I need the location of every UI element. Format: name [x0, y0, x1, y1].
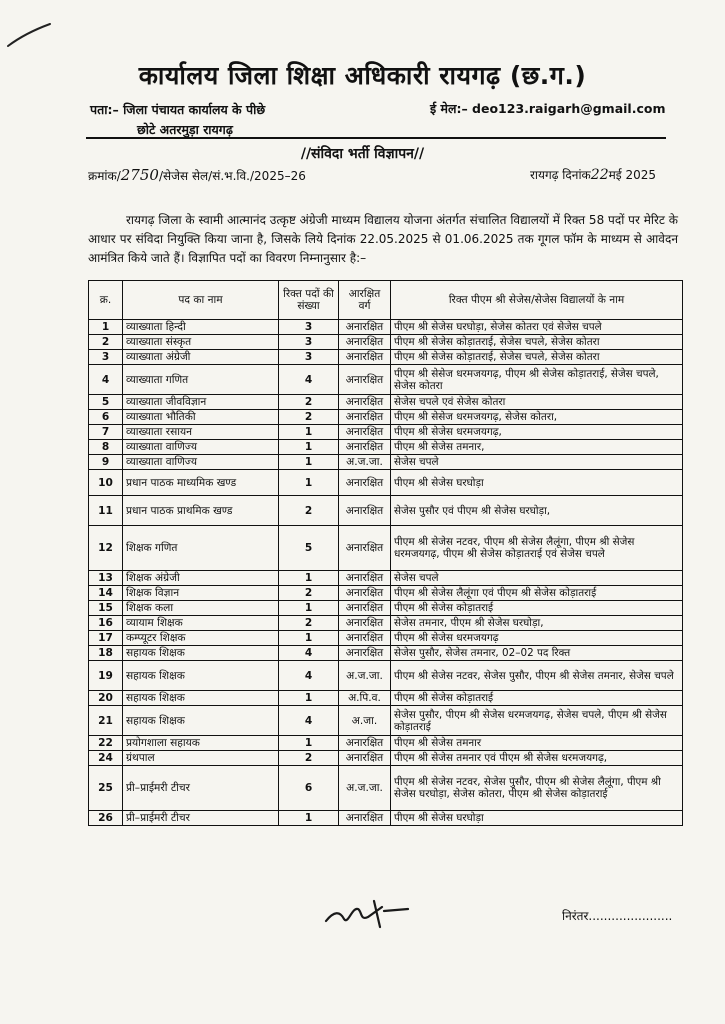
cell-post: व्याख्याता वाणिज्य [123, 440, 279, 455]
table-row [89, 571, 683, 586]
cell-count: 1 [279, 440, 339, 455]
cell-sn: 5 [89, 395, 123, 410]
office-email: ई मेल:– deo123.raigarh@gmail.com [430, 101, 666, 116]
cell-count: 2 [279, 395, 339, 410]
cell-schools: सेजेस चपले [391, 571, 683, 586]
cell-sn: 3 [89, 350, 123, 365]
cell-sn: 6 [89, 410, 123, 425]
cell-post: व्याख्याता वाणिज्य [123, 455, 279, 470]
cell-category: अनारक्षित [339, 616, 391, 631]
cell-schools: पीएम श्री सेजेस कोड़ातराई, सेजेस चपले, सेजेस कोतरा [391, 350, 683, 365]
cell-schools: पीएम श्री सेसेज धरमजयगढ़, सेजेस कोतरा, [391, 410, 683, 425]
cell-count: 6 [279, 766, 339, 811]
cell-schools: पीएम श्री सेजेस घरघोड़ा, सेजेस कोतरा एवं सेजेस चपले [391, 320, 683, 335]
cell-sn: 10 [89, 470, 123, 496]
cell-post: व्याख्याता गणित [123, 365, 279, 395]
table-row [89, 425, 683, 440]
header-schools: रिक्त पीएम श्री सेजेस/सेजेस विद्यालयों के नाम [391, 281, 683, 320]
cell-count: 1 [279, 470, 339, 496]
cell-schools: पीएम श्री सेजेस तमनार [391, 736, 683, 751]
cell-post: ग्रंथपाल [123, 751, 279, 766]
office-title: कार्यालय जिला शिक्षा अधिकारी रायगढ़ (छ.ग.) [138, 61, 587, 90]
cell-post: शिक्षक कला [123, 601, 279, 616]
table-row [89, 736, 683, 751]
table-row [89, 410, 683, 425]
cell-schools: सेजेस चपले [391, 455, 683, 470]
cell-category: अनारक्षित [339, 410, 391, 425]
cell-count: 1 [279, 811, 339, 826]
cell-sn: 20 [89, 691, 123, 706]
cell-sn: 1 [89, 320, 123, 335]
cell-category: अनारक्षित [339, 601, 391, 616]
intro-paragraph: रायगढ़ जिला के स्वामी आत्मानंद उत्कृष्ट अंग्रेजी माध्यम विद्यालय योजना अंतर्गत संचालित विद्यालयों में रिक्त 58 पदों पर मेरिट के आधार पर संविदा नियुक्ति किया जाना है, जिसके लिये दिनांक 22.05.2025 से 01.06.2025 तक गूगल फॉम के माध्यम से आवेदन आमंत्रित किये जाते हैं। विज्ञापित पदों का विवरण निम्नानुसार है:– [88, 213, 678, 265]
cell-sn: 13 [89, 571, 123, 586]
table-row [89, 601, 683, 616]
table-row [89, 616, 683, 631]
cell-schools: सेजेस पुसौर, पीएम श्री सेजेस धरमजयगढ़, सेजेस चपले, पीएम श्री सेजेस कोड़ातराई [391, 706, 683, 736]
cell-post: कम्प्यूटर शिक्षक [123, 631, 279, 646]
cell-count: 1 [279, 631, 339, 646]
table-row [89, 395, 683, 410]
cell-category: अ.पि.व. [339, 691, 391, 706]
table-header-row [89, 281, 683, 320]
cell-category: अनारक्षित [339, 496, 391, 526]
cell-count: 2 [279, 616, 339, 631]
cell-sn: 9 [89, 455, 123, 470]
date-day-handwritten: 22 [590, 167, 609, 183]
cell-category: अनारक्षित [339, 320, 391, 335]
cell-sn: 25 [89, 766, 123, 811]
cell-schools: पीएम श्री सेजेस धरमजयगढ़, [391, 425, 683, 440]
table-row [89, 440, 683, 455]
cell-category: अनारक्षित [339, 350, 391, 365]
cell-sn: 7 [89, 425, 123, 440]
cell-schools: पीएम श्री सेसेज धरमजयगढ़, पीएम श्री सेजेस कोड़ातराई, सेजेस चपले, सेजेस कोतरा [391, 365, 683, 395]
cell-count: 2 [279, 410, 339, 425]
cell-sn: 4 [89, 365, 123, 395]
cell-sn: 18 [89, 646, 123, 661]
pen-stroke-mark [6, 22, 52, 48]
cell-count: 4 [279, 365, 339, 395]
cell-sn: 24 [89, 751, 123, 766]
table-row [89, 350, 683, 365]
cell-category: अनारक्षित [339, 526, 391, 571]
cell-category: अनारक्षित [339, 395, 391, 410]
cell-sn: 21 [89, 706, 123, 736]
cell-category: अ.ज.जा. [339, 661, 391, 691]
cell-category: अनारक्षित [339, 365, 391, 395]
cell-count: 1 [279, 425, 339, 440]
cell-sn: 16 [89, 616, 123, 631]
cell-count: 1 [279, 736, 339, 751]
header-count: रिक्त पदों की संख्या [279, 281, 339, 320]
table-row [89, 365, 683, 395]
table-body [89, 320, 683, 826]
cell-count: 4 [279, 661, 339, 691]
table-row [89, 751, 683, 766]
cell-post: प्रधान पाठक माध्यमिक खण्ड [123, 470, 279, 496]
cell-post: व्यायाम शिक्षक [123, 616, 279, 631]
cell-sn: 22 [89, 736, 123, 751]
header-rule [86, 137, 666, 139]
cell-post: शिक्षक अंग्रेजी [123, 571, 279, 586]
cell-schools: पीएम श्री सेजेस तमनार, [391, 440, 683, 455]
vacancy-table [88, 280, 683, 826]
cell-category: अनारक्षित [339, 736, 391, 751]
cell-post: सहायक शिक्षक [123, 661, 279, 691]
notice-date [530, 166, 656, 183]
cell-sn: 11 [89, 496, 123, 526]
cell-count: 3 [279, 350, 339, 365]
cell-count: 3 [279, 320, 339, 335]
cell-category: अनारक्षित [339, 811, 391, 826]
date-suffix: मई 2025 [608, 168, 657, 182]
cell-post: व्याख्याता भौतिकी [123, 410, 279, 425]
office-address [90, 100, 265, 140]
table-row [89, 470, 683, 496]
ref-number-handwritten: 2750 [120, 166, 159, 184]
cell-post: सहायक शिक्षक [123, 646, 279, 661]
cell-count: 2 [279, 496, 339, 526]
cell-sn: 19 [89, 661, 123, 691]
cell-category: अनारक्षित [339, 440, 391, 455]
table-row [89, 661, 683, 691]
cell-schools: पीएम श्री सेजेस नटवर, पीएम श्री सेजेस लैलूंगा, पीएम श्री सेजेस धरमजयगढ़, पीएम श्री सेजेस कोड़ातराई एवं सेजेस चपले [391, 526, 683, 571]
table-row [89, 706, 683, 736]
cell-post: व्याख्याता जीवविज्ञान [123, 395, 279, 410]
cell-post: व्याख्याता हिन्दी [123, 320, 279, 335]
table-row [89, 766, 683, 811]
cell-count: 1 [279, 571, 339, 586]
notice-heading: //संविदा भर्ती विज्ञापन// [300, 146, 425, 162]
cell-schools: पीएम श्री सेजेस नटवर, सेजेस पुसौर, पीएम श्री सेजेस तमनार, सेजेस चपले [391, 661, 683, 691]
table-row [89, 335, 683, 350]
cell-schools: पीएम श्री सेजेस कोड़ातराई [391, 691, 683, 706]
cell-category: अनारक्षित [339, 646, 391, 661]
cell-schools: पीएम श्री सेजेस लैलूंगा एवं पीएम श्री सेजेस कोड़ातराई [391, 586, 683, 601]
header-category: आरक्षित वर्ग [339, 281, 391, 320]
cell-post: प्रयोगशाला सहायक [123, 736, 279, 751]
cell-category: अनारक्षित [339, 571, 391, 586]
ref-suffix: /सेजेस सेल/सं.भ.वि./2025–26 [158, 169, 306, 183]
cell-count: 1 [279, 601, 339, 616]
table-row [89, 811, 683, 826]
cell-category: अ.जा. [339, 706, 391, 736]
cell-schools: पीएम श्री सेजेस कोड़ातराई, सेजेस चपले, सेजेस कोतरा [391, 335, 683, 350]
cell-post: प्रधान पाठक प्राथमिक खण्ड [123, 496, 279, 526]
cell-sn: 12 [89, 526, 123, 571]
table-row [89, 320, 683, 335]
cell-sn: 17 [89, 631, 123, 646]
cell-post: व्याख्याता अंग्रेजी [123, 350, 279, 365]
cell-schools: सेजेस पुसौर, सेजेस तमनार, 02–02 पद रिक्त [391, 646, 683, 661]
date-prefix: रायगढ़ दिनांक [530, 168, 591, 182]
cell-category: अनारक्षित [339, 751, 391, 766]
cell-post: व्याख्याता रसायन [123, 425, 279, 440]
cell-schools: सेजेस पुसौर एवं पीएम श्री सेजेस घरघोड़ा, [391, 496, 683, 526]
cell-category: अनारक्षित [339, 586, 391, 601]
ref-prefix: क्रमांक/ [88, 169, 121, 183]
cell-post: व्याख्याता संस्कृत [123, 335, 279, 350]
cell-schools: सेजेस तमनार, पीएम श्री सेजेस घरघोड़ा, [391, 616, 683, 631]
table-row [89, 586, 683, 601]
cell-count: 2 [279, 586, 339, 601]
table-row [89, 691, 683, 706]
cell-count: 1 [279, 455, 339, 470]
cell-count: 5 [279, 526, 339, 571]
cell-category: अ.ज.जा. [339, 455, 391, 470]
cell-count: 1 [279, 691, 339, 706]
cell-sn: 14 [89, 586, 123, 601]
cell-post: प्री–प्राईमरी टीचर [123, 766, 279, 811]
table-row [89, 455, 683, 470]
officer-signature [322, 897, 412, 931]
cell-post: सहायक शिक्षक [123, 706, 279, 736]
table-row [89, 526, 683, 571]
cell-count: 3 [279, 335, 339, 350]
cell-category: अ.ज.जा. [339, 766, 391, 811]
address-line-2: छोटे अतरमुड़ा रायगढ़ [137, 122, 233, 137]
cell-schools: पीएम श्री सेजेस घरघोड़ा [391, 811, 683, 826]
cell-count: 4 [279, 706, 339, 736]
table-row [89, 646, 683, 661]
table-row [89, 631, 683, 646]
cell-schools: सेजेस चपले एवं सेजेस कोतरा [391, 395, 683, 410]
address-line-1: पता:– जिला पंचायत कार्यालय के पीछे [90, 102, 266, 117]
cell-schools: पीएम श्री सेजेस तमनार एवं पीएम श्री सेजेस धरमजयगढ़, [391, 751, 683, 766]
cell-sn: 26 [89, 811, 123, 826]
cell-post: सहायक शिक्षक [123, 691, 279, 706]
table-row [89, 496, 683, 526]
cell-schools: पीएम श्री सेजेस नटवर, सेजेस पुसौर, पीएम श्री सेजेस लैलूंगा, पीएम श्री सेजेस घरघोड़ा, सेजेस कोतरा, पीएम श्री सेजेस कोड़ातराई [391, 766, 683, 811]
cell-category: अनारक्षित [339, 335, 391, 350]
header-sn: क्र. [89, 281, 123, 320]
cell-category: अनारक्षित [339, 470, 391, 496]
continued-marker: निरंतर...................... [562, 909, 673, 923]
cell-category: अनारक्षित [339, 631, 391, 646]
cell-post: प्री–प्राईमरी टीचर [123, 811, 279, 826]
cell-sn: 15 [89, 601, 123, 616]
header-post: पद का नाम [123, 281, 279, 320]
cell-schools: पीएम श्री सेजेस कोड़ातराई [391, 601, 683, 616]
cell-schools: पीएम श्री सेजेस घरघोड़ा [391, 470, 683, 496]
cell-post: शिक्षक विज्ञान [123, 586, 279, 601]
cell-sn: 2 [89, 335, 123, 350]
cell-count: 4 [279, 646, 339, 661]
cell-count: 2 [279, 751, 339, 766]
cell-sn: 8 [89, 440, 123, 455]
reference-number [88, 166, 306, 184]
cell-category: अनारक्षित [339, 425, 391, 440]
cell-post: शिक्षक गणित [123, 526, 279, 571]
cell-schools: पीएम श्री सेजेस धरमजयगढ़ [391, 631, 683, 646]
